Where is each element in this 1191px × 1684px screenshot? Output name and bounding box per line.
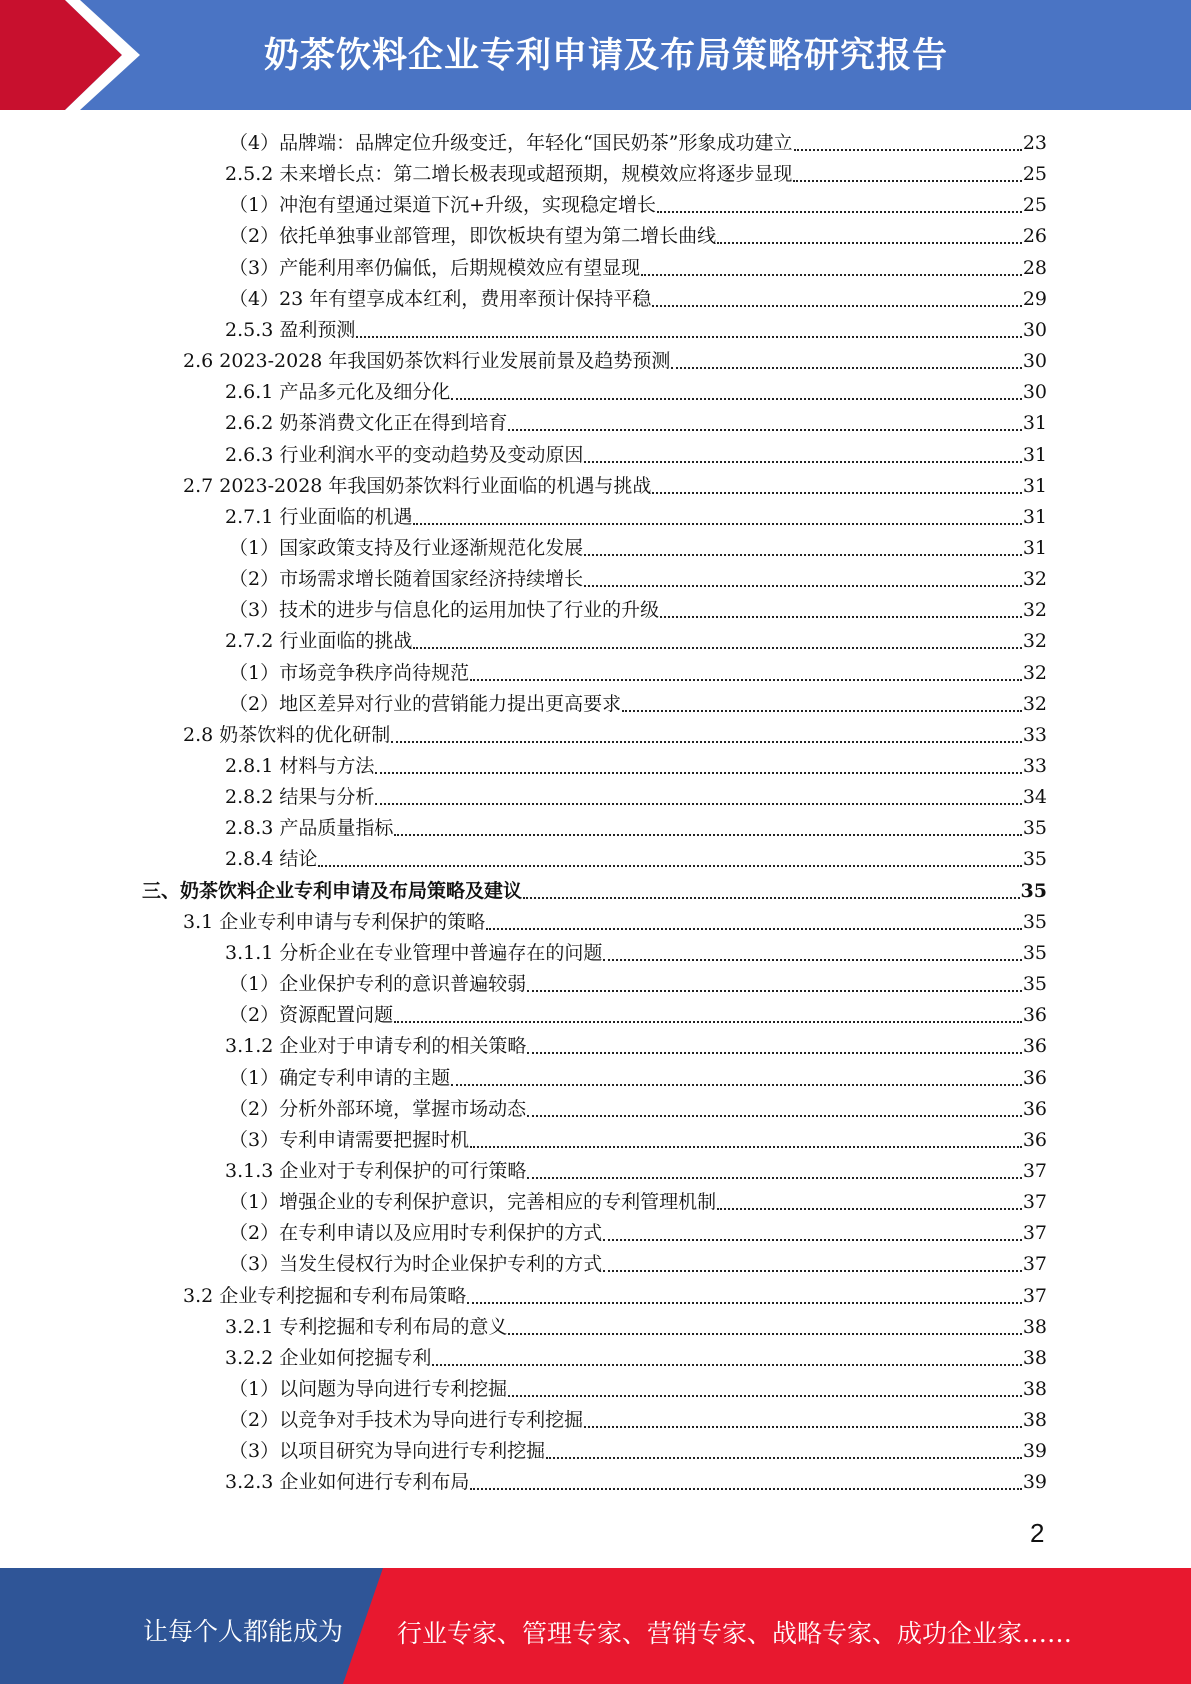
toc-dot-leader xyxy=(318,865,1021,867)
page-header xyxy=(0,0,1191,110)
toc-dot-leader xyxy=(717,1208,1022,1210)
toc-entry-label: （2）地区差异对行业的营销能力提出更高要求 xyxy=(229,693,622,715)
toc-dot-leader xyxy=(546,1457,1022,1459)
toc-entry-page: 31 xyxy=(1022,444,1047,466)
toc-dot-leader xyxy=(527,1052,1021,1054)
toc-entry-label: （3）当发生侵权行为时企业保护专利的方式 xyxy=(229,1253,603,1275)
toc-entry-page: 29 xyxy=(1022,288,1047,310)
toc-dot-leader xyxy=(508,429,1021,431)
toc-entry-label: 2.8.2 结果与分析 xyxy=(225,786,375,808)
toc-entry-page: 36 xyxy=(1022,1004,1047,1026)
toc-entry[interactable] xyxy=(229,221,1047,252)
toc-entry-page: 36 xyxy=(1022,1129,1047,1151)
toc-entry[interactable] xyxy=(229,1436,1047,1467)
toc-dot-leader xyxy=(671,367,1021,369)
toc-entry-label: 2.8.4 结论 xyxy=(225,848,318,870)
toc-entry-label: 3.1.2 企业对于申请专利的相关策略 xyxy=(225,1035,527,1057)
toc-entry[interactable] xyxy=(225,440,1047,471)
toc-entry-label: 3.2.2 企业如何挖掘专利 xyxy=(225,1347,432,1369)
toc-entry-label: （3）技术的进步与信息化的运用加快了行业的升级 xyxy=(229,599,660,621)
toc-dot-leader xyxy=(603,1270,1022,1272)
toc-dot-leader xyxy=(413,647,1021,649)
toc-entry-label: （1）国家政策支持及行业逐渐规范化发展 xyxy=(229,537,584,559)
toc-entry[interactable] xyxy=(183,907,1047,938)
toc-entry-page: 37 xyxy=(1022,1160,1047,1182)
toc-entry-label: （2）分析外部环境，掌握市场动态 xyxy=(229,1098,527,1120)
toc-entry[interactable] xyxy=(229,1218,1047,1249)
toc-dot-leader xyxy=(467,1302,1022,1304)
toc-entry[interactable] xyxy=(225,315,1047,346)
toc-entry-page: 36 xyxy=(1022,1035,1047,1057)
toc-dot-leader xyxy=(451,398,1021,400)
toc-entry[interactable] xyxy=(229,253,1047,284)
toc-entry-label: 三、奶茶饮料企业专利申请及布局策略及建议 xyxy=(142,880,523,902)
toc-entry-page: 38 xyxy=(1022,1347,1047,1369)
toc-dot-leader xyxy=(652,492,1021,494)
toc-entry-page: 35 xyxy=(1020,880,1047,902)
toc-dot-leader xyxy=(660,616,1022,618)
toc-entry[interactable] xyxy=(229,284,1047,315)
toc-entry-label: 3.2.1 专利挖掘和专利布局的意义 xyxy=(225,1316,508,1338)
toc-dot-leader xyxy=(356,336,1021,338)
toc-entry[interactable] xyxy=(229,1125,1047,1156)
toc-entry[interactable] xyxy=(225,377,1047,408)
toc-dot-leader xyxy=(486,928,1022,930)
toc-entry-label: 2.8 奶茶饮料的优化研制 xyxy=(183,724,391,746)
toc-entry-label: 2.5.3 盈利预测 xyxy=(225,319,356,341)
toc-entry-label: （1）以问题为导向进行专利挖掘 xyxy=(229,1378,508,1400)
toc-entry[interactable] xyxy=(225,408,1047,439)
toc-entry[interactable] xyxy=(225,844,1047,875)
toc-dot-leader xyxy=(394,834,1021,836)
toc-dot-leader xyxy=(451,1084,1022,1086)
toc-entry-label: （4）23 年有望享成本红利，费用率预计保持平稳 xyxy=(229,288,652,310)
toc-entry-page: 32 xyxy=(1022,693,1047,715)
toc-entry-page: 31 xyxy=(1022,412,1047,434)
toc-dot-leader xyxy=(652,305,1022,307)
toc-entry-label: 2.6.2 奶茶消费文化正在得到培育 xyxy=(225,412,508,434)
toc-entry-page: 25 xyxy=(1022,194,1047,216)
toc-entry-label: （3）产能利用率仍偏低，后期规模效应有望显现 xyxy=(229,257,641,279)
toc-dot-leader xyxy=(603,959,1021,961)
footer-slogan-right: 行业专家、管理专家、营销专家、战略专家、成功企业家…… xyxy=(397,1619,1073,1648)
toc-dot-leader xyxy=(641,274,1022,276)
page-number: 2 xyxy=(1030,1518,1045,1548)
toc-entry-page: 30 xyxy=(1022,381,1047,403)
toc-entry-page: 38 xyxy=(1022,1378,1047,1400)
toc-entry-label: （2）资源配置问题 xyxy=(229,1004,394,1026)
toc-entry-label: 2.7.1 行业面临的机遇 xyxy=(225,506,413,528)
toc-entry[interactable] xyxy=(229,190,1047,221)
toc-entry-label: （2）在专利申请以及应用时专利保护的方式 xyxy=(229,1222,603,1244)
toc-entry-page: 36 xyxy=(1022,1098,1047,1120)
toc-entry-page: 35 xyxy=(1022,911,1047,933)
toc-entry[interactable] xyxy=(229,595,1047,626)
toc-entry-label: 2.6 2023-2028 年我国奶茶饮料行业发展前景及趋势预测 xyxy=(183,350,671,372)
toc-entry-page: 28 xyxy=(1022,257,1047,279)
toc-entry-page: 37 xyxy=(1022,1285,1047,1307)
toc-entry-label: 3.1.3 企业对于专利保护的可行策略 xyxy=(225,1160,527,1182)
toc-entry[interactable] xyxy=(183,471,1047,502)
toc-entry-page: 34 xyxy=(1022,786,1047,808)
toc-entry-label: （2）以竞争对手技术为导向进行专利挖掘 xyxy=(229,1409,584,1431)
toc-entry[interactable] xyxy=(225,626,1047,657)
toc-entry-page: 33 xyxy=(1022,724,1047,746)
toc-entry-page: 32 xyxy=(1022,568,1047,590)
toc-entry-label: （2）依托单独事业部管理，即饮板块有望为第二增长曲线 xyxy=(229,225,717,247)
toc-entry-page: 35 xyxy=(1022,973,1047,995)
toc-dot-leader xyxy=(584,585,1022,587)
toc-entry-page: 32 xyxy=(1022,662,1047,684)
toc-entry-label: 2.5.2 未来增长点：第二增长极表现或超预期，规模效应将逐步显现 xyxy=(225,163,793,185)
header-arrow-decoration xyxy=(0,0,150,110)
toc-entry-page: 32 xyxy=(1022,599,1047,621)
toc-entry-page: 33 xyxy=(1022,755,1047,777)
toc-entry-label: （1）市场竞争秩序尚待规范 xyxy=(229,662,470,684)
toc-entry[interactable] xyxy=(225,751,1047,782)
toc-entry-page: 37 xyxy=(1022,1253,1047,1275)
toc-entry-label: （1）增强企业的专利保护意识，完善相应的专利管理机制 xyxy=(229,1191,717,1213)
toc-dot-leader xyxy=(584,461,1021,463)
toc-entry-label: 3.1 企业专利申请与专利保护的策略 xyxy=(183,911,486,933)
toc-dot-leader xyxy=(523,897,1020,899)
toc-dot-leader xyxy=(375,803,1021,805)
toc-entry[interactable] xyxy=(229,128,1047,159)
toc-entry-page: 30 xyxy=(1022,319,1047,341)
toc-entry-label: （4）品牌端：品牌定位升级变迁，年轻化“国民奶茶”形象成功建立 xyxy=(229,132,793,154)
toc-entry[interactable] xyxy=(225,502,1047,533)
toc-entry-page: 26 xyxy=(1022,225,1047,247)
toc-entry[interactable] xyxy=(225,782,1047,813)
toc-dot-leader xyxy=(584,1426,1022,1428)
toc-entry[interactable] xyxy=(225,813,1047,844)
toc-entry-page: 38 xyxy=(1022,1316,1047,1338)
toc-entry[interactable] xyxy=(229,1187,1047,1218)
toc-entry-label: （3）专利申请需要把握时机 xyxy=(229,1129,470,1151)
footer-slogan-left: 让每个人都能成为 xyxy=(143,1617,344,1646)
toc-entry[interactable] xyxy=(183,1281,1047,1312)
toc-dot-leader xyxy=(413,523,1021,525)
toc-entry-label: （2）市场需求增长随着国家经济持续增长 xyxy=(229,568,584,590)
toc-entry[interactable] xyxy=(229,533,1047,564)
report-title: 奶茶饮料企业专利申请及布局策略研究报告 xyxy=(264,36,949,76)
toc-entry[interactable] xyxy=(229,564,1047,595)
toc-entry-page: 30 xyxy=(1022,350,1047,372)
toc-entry-label: 3.1.1 分析企业在专业管理中普遍存在的问题 xyxy=(225,942,603,964)
toc-entry-page: 39 xyxy=(1022,1471,1047,1493)
toc-dot-leader xyxy=(508,1333,1021,1335)
toc-dot-leader xyxy=(470,679,1022,681)
toc-dot-leader xyxy=(657,211,1022,213)
toc-dot-leader xyxy=(470,1146,1022,1148)
toc-entry[interactable] xyxy=(229,689,1047,720)
toc-dot-leader xyxy=(527,990,1022,992)
toc-entry[interactable] xyxy=(225,1312,1047,1343)
toc-entry-label: （1）冲泡有望通过渠道下沉+升级，实现稳定增长 xyxy=(229,194,657,216)
toc-entry-page: 31 xyxy=(1022,506,1047,528)
toc-entry[interactable] xyxy=(229,1374,1047,1405)
toc-entry[interactable] xyxy=(229,1000,1047,1031)
toc-entry-page: 32 xyxy=(1022,630,1047,652)
toc-entry[interactable] xyxy=(225,1031,1047,1062)
toc-entry-label: （1）企业保护专利的意识普遍较弱 xyxy=(229,973,527,995)
toc-entry-label: 2.6.1 产品多元化及细分化 xyxy=(225,381,451,403)
toc-dot-leader xyxy=(793,180,1021,182)
toc-dot-leader xyxy=(717,242,1022,244)
toc-dot-leader xyxy=(584,554,1022,556)
toc-entry[interactable] xyxy=(183,720,1047,751)
toc-entry[interactable] xyxy=(142,876,1047,907)
toc-entry[interactable] xyxy=(229,969,1047,1000)
toc-dot-leader xyxy=(603,1239,1022,1241)
toc-entry[interactable] xyxy=(229,658,1047,689)
toc-entry[interactable] xyxy=(225,938,1047,969)
toc-entry[interactable] xyxy=(225,1156,1047,1187)
toc-entry-label: 3.2 企业专利挖掘和专利布局策略 xyxy=(183,1285,467,1307)
toc-entry-label: 3.2.3 企业如何进行专利布局 xyxy=(225,1471,470,1493)
toc-entry-page: 37 xyxy=(1022,1191,1047,1213)
toc-entry[interactable] xyxy=(225,159,1047,190)
toc-dot-leader xyxy=(391,741,1022,743)
toc-entry[interactable] xyxy=(229,1094,1047,1125)
toc-dot-leader xyxy=(394,1021,1022,1023)
toc-dot-leader xyxy=(527,1115,1022,1117)
toc-entry[interactable] xyxy=(229,1063,1047,1094)
toc-entry-page: 31 xyxy=(1022,537,1047,559)
toc-entry-page: 35 xyxy=(1022,848,1047,870)
toc-dot-leader xyxy=(622,710,1022,712)
toc-entry-label: 2.8.3 产品质量指标 xyxy=(225,817,394,839)
toc-entry-label: 2.6.3 行业利润水平的变动趋势及变动原因 xyxy=(225,444,584,466)
toc-dot-leader xyxy=(508,1395,1022,1397)
toc-dot-leader xyxy=(470,1488,1021,1490)
toc-entry-page: 38 xyxy=(1022,1409,1047,1431)
toc-entry-label: （1）确定专利申请的主题 xyxy=(229,1067,451,1089)
toc-entry-label: 2.7.2 行业面临的挑战 xyxy=(225,630,413,652)
toc-entry-page: 39 xyxy=(1022,1440,1047,1462)
toc-entry[interactable] xyxy=(225,1467,1047,1498)
toc-dot-leader xyxy=(375,772,1021,774)
toc-entry-label: 2.7 2023-2028 年我国奶茶饮料行业面临的机遇与挑战 xyxy=(183,475,652,497)
toc-entry-page: 35 xyxy=(1022,942,1047,964)
toc-entry[interactable] xyxy=(229,1249,1047,1280)
toc-dot-leader xyxy=(432,1364,1021,1366)
toc-entry[interactable] xyxy=(183,346,1047,377)
toc-entry-page: 35 xyxy=(1022,817,1047,839)
toc-dot-leader xyxy=(527,1177,1021,1179)
page-footer xyxy=(0,1568,1191,1684)
toc-entry-label: 2.8.1 材料与方法 xyxy=(225,755,375,777)
toc-entry[interactable] xyxy=(225,1343,1047,1374)
toc-entry-label: （3）以项目研究为导向进行专利挖掘 xyxy=(229,1440,546,1462)
toc-entry[interactable] xyxy=(229,1405,1047,1436)
toc-entry-page: 36 xyxy=(1022,1067,1047,1089)
toc-dot-leader xyxy=(794,149,1022,151)
toc-entry-page: 25 xyxy=(1022,163,1047,185)
toc-entry-page: 23 xyxy=(1022,132,1047,154)
toc-entry-page: 37 xyxy=(1022,1222,1047,1244)
toc-entry-page: 31 xyxy=(1022,475,1047,497)
